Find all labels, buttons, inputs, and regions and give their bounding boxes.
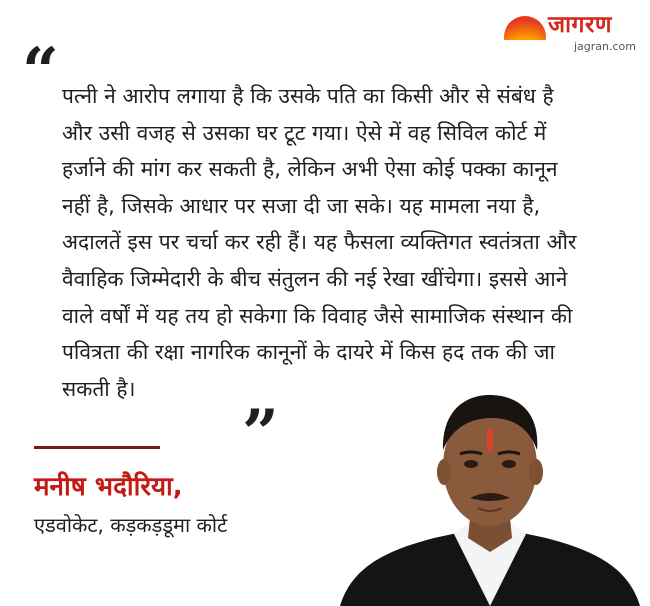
author-title: एडवोकेट, कड़कड़डूमा कोर्ट [34, 513, 228, 537]
tilak-mark [487, 428, 493, 452]
logo-wordmark: जागरण [548, 12, 613, 38]
left-eye [464, 460, 478, 468]
left-ear [437, 459, 451, 485]
right-ear [529, 459, 543, 485]
quote-body: पत्नी ने आरोप लगाया है कि उसके पति का किसी और से संबंध है और उसी वजह से उसका घर टूट गया। ऐसे में वह सिविल कोर्ट में हर्जाने की मांग कर सकती है, लेकिन अभी ऐसा कोई पक्का कानून नहीं है, जिसके आधार पर सजा दी जा सके। यह मामला नया है, अदालतें इस पर चर्चा कर रही हैं। यह फैसला व्यक्तिगत स्वतंत्रता और वैवाहिक जिम्मेदारी के बीच संतुलन की नई रेखा खींचेगा। इससे आने वाले वर्षों में यह तय हो सकेगा कि विवाह जैसे सामाजिक संस्थान की पवित्रता की रक्षा नागरिक कानूनों के दायरे में किस हद तक की जा सकती है। [62, 84, 577, 401]
divider [34, 446, 160, 449]
close-quote-icon: ” [242, 396, 279, 471]
rising-sun-icon [504, 16, 546, 40]
open-quote-icon: “ [22, 34, 59, 109]
speaker-portrait [330, 380, 650, 606]
jagran-logo[interactable] [504, 10, 636, 54]
author-name: मनीष भदौरिया, [34, 472, 183, 502]
logo-site-url: jagran.com [573, 40, 636, 53]
right-eye [502, 460, 516, 468]
